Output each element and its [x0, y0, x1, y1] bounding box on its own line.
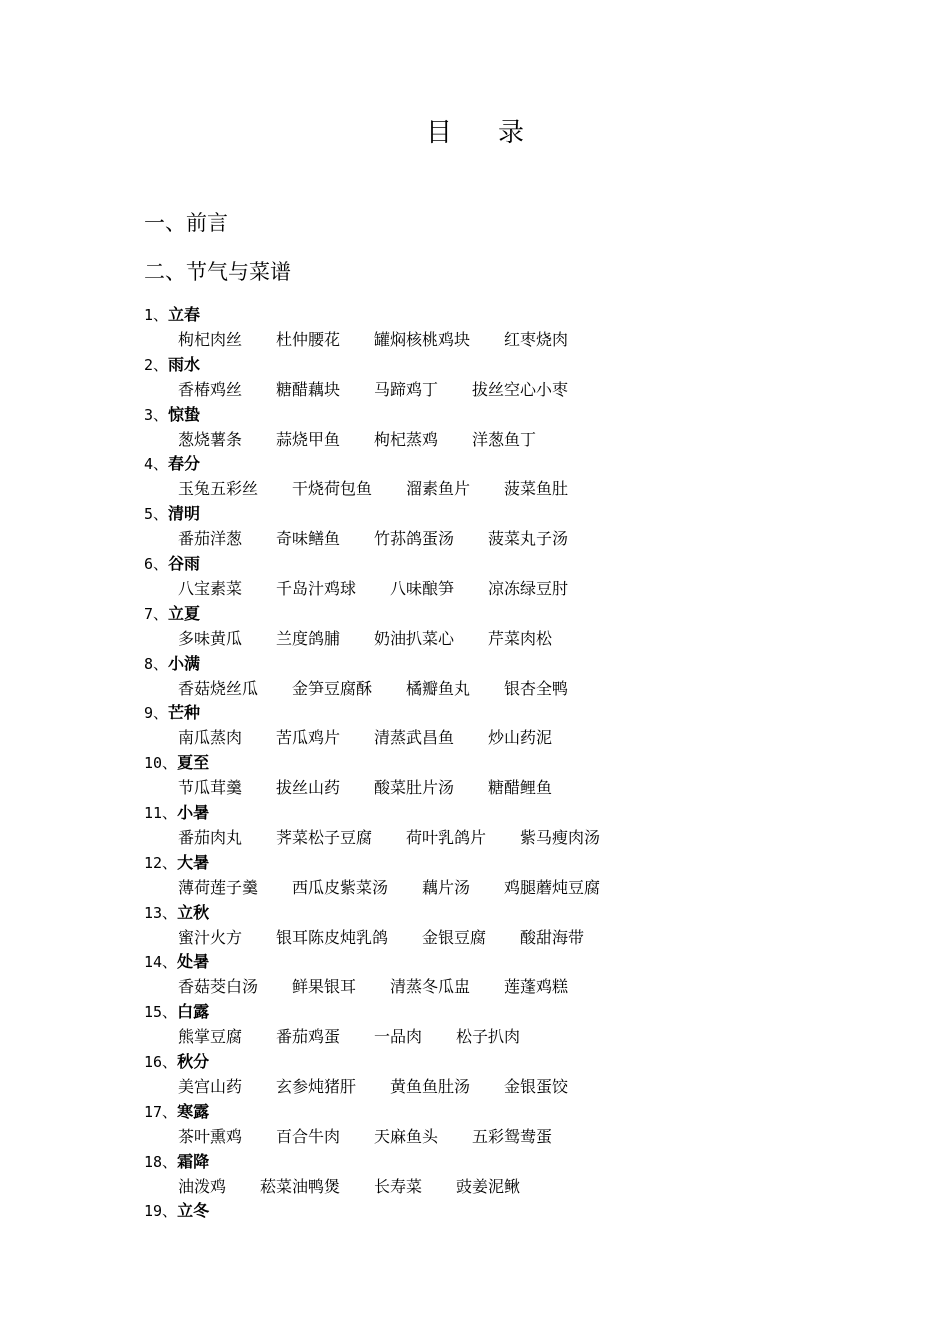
dish-name: 百合牛肉	[276, 1126, 341, 1146]
solar-term-heading	[144, 701, 864, 725]
dish-name: 莲蓬鸡糕	[504, 977, 569, 997]
dish-name: 熊掌豆腐	[178, 1027, 243, 1047]
dish-name: 蜜汁火方	[178, 927, 243, 947]
dish-name: 节瓜茸羹	[178, 778, 243, 798]
solar-term-name: 白露	[177, 1002, 210, 1022]
dish-name: 八味酿笋	[390, 578, 455, 598]
dish-name: 酸菜肚片汤	[374, 778, 455, 798]
entry-number: 2、	[144, 355, 169, 374]
solar-term-entry	[144, 1199, 864, 1249]
dish-name: 奇味鳝鱼	[276, 529, 341, 549]
dish-name: 香菇茭白汤	[178, 977, 259, 997]
dish-name: 玉兔五彩丝	[178, 479, 259, 499]
dish-list	[144, 576, 864, 602]
dish-name: 金笋豆腐酥	[292, 678, 373, 698]
dish-name: 松子扒肉	[456, 1027, 521, 1047]
solar-term-entry	[144, 452, 864, 502]
solar-term-name: 霜降	[177, 1151, 210, 1171]
solar-term-name: 雨水	[168, 354, 201, 374]
solar-term-name: 清明	[168, 504, 201, 524]
dish-name: 多味黄瓜	[178, 628, 243, 648]
entry-number: 4、	[144, 455, 169, 474]
dish-name: 炒山药泥	[488, 728, 553, 748]
dish-list	[144, 875, 864, 901]
solar-term-heading	[144, 403, 864, 427]
entry-number: 9、	[144, 704, 169, 723]
entry-number: 6、	[144, 554, 169, 573]
solar-term-entry	[144, 901, 864, 951]
solar-term-name: 谷雨	[168, 553, 201, 573]
dish-name: 酸甜海带	[520, 927, 585, 947]
dish-name: 银杏全鸭	[504, 678, 569, 698]
dish-list	[144, 725, 864, 751]
entry-number: 1、	[144, 306, 169, 324]
solar-term-heading	[144, 602, 864, 626]
solar-term-entry	[144, 353, 864, 403]
solar-term-name: 立冬	[177, 1201, 210, 1221]
solar-term-name: 春分	[168, 454, 201, 474]
entry-number: 3、	[144, 405, 169, 424]
solar-term-entry	[144, 502, 864, 552]
dish-list	[144, 676, 864, 702]
dish-name: 天麻鱼头	[374, 1126, 439, 1146]
solar-term-name: 小暑	[177, 802, 210, 822]
dish-list	[144, 974, 864, 1000]
solar-term-heading	[144, 652, 864, 676]
entry-number: 16、	[144, 1052, 178, 1071]
solar-term-entry	[144, 801, 864, 851]
solar-term-name: 小满	[168, 653, 201, 673]
solar-term-heading	[144, 901, 864, 925]
dish-name: 番茄洋葱	[178, 529, 243, 549]
dish-list	[144, 1074, 864, 1100]
solar-term-heading	[144, 851, 864, 875]
dish-name: 荠菜松子豆腐	[276, 827, 373, 847]
dish-name: 千岛汁鸡球	[276, 578, 357, 598]
dish-name: 豉姜泥鳅	[456, 1176, 521, 1196]
dish-name: 红枣烧肉	[504, 330, 569, 349]
solar-term-heading	[144, 1100, 864, 1124]
dish-name: 杜仲腰花	[276, 330, 341, 349]
dish-name: 番茄鸡蛋	[276, 1027, 341, 1047]
dish-name: 银耳陈皮炖乳鸽	[276, 927, 389, 947]
solar-term-name: 芒种	[168, 703, 201, 723]
solar-term-heading	[144, 353, 864, 377]
solar-term-heading	[144, 1150, 864, 1174]
dish-name: 枸杞肉丝	[178, 330, 243, 349]
dish-name: 黄鱼鱼肚汤	[390, 1076, 471, 1096]
dish-list	[144, 476, 864, 502]
solar-term-name: 大暑	[177, 852, 210, 872]
solar-term-heading	[144, 452, 864, 476]
entry-number: 14、	[144, 953, 178, 972]
dish-name: 奶油扒菜心	[374, 628, 455, 648]
solar-term-entry	[144, 652, 864, 702]
dish-name: 藕片汤	[422, 877, 471, 897]
dish-name: 橘瓣鱼丸	[406, 678, 471, 698]
solar-term-name: 立春	[168, 305, 201, 324]
dish-list	[144, 327, 864, 353]
dish-list	[144, 1124, 864, 1150]
dish-list	[144, 825, 864, 851]
solar-term-entry	[144, 1050, 864, 1100]
solar-term-entry	[144, 751, 864, 801]
solar-term-name: 寒露	[177, 1101, 210, 1121]
dish-name: 紫马瘦肉汤	[520, 827, 601, 847]
solar-term-heading	[144, 303, 864, 327]
solar-term-heading	[144, 1050, 864, 1074]
solar-term-heading	[144, 1199, 864, 1223]
entry-number: 15、	[144, 1003, 178, 1022]
entry-number: 7、	[144, 604, 169, 623]
dish-name: 糖醋鲤鱼	[488, 778, 553, 798]
dish-name: 拔丝空心小枣	[472, 379, 569, 399]
section-heading-solar-terms: 二、节气与菜谱	[144, 260, 291, 284]
dish-name: 拔丝山药	[276, 778, 341, 798]
dish-list	[144, 1174, 864, 1200]
page-title	[0, 116, 950, 150]
solar-term-list	[144, 303, 864, 1249]
dish-name: 长寿菜	[374, 1176, 423, 1196]
title-char-1: 目	[425, 118, 452, 148]
solar-term-entry	[144, 552, 864, 602]
dish-name: 八宝素菜	[178, 578, 243, 598]
solar-term-entry	[144, 1000, 864, 1050]
entry-number: 8、	[144, 654, 169, 673]
entry-number: 18、	[144, 1152, 178, 1171]
dish-name: 南瓜蒸肉	[178, 728, 243, 748]
solar-term-name: 处暑	[177, 952, 210, 972]
dish-name: 荷叶乳鸽片	[406, 827, 487, 847]
solar-term-heading	[144, 1000, 864, 1024]
solar-term-heading	[144, 751, 864, 775]
entry-number: 13、	[144, 903, 178, 922]
solar-term-heading	[144, 801, 864, 825]
solar-term-entry	[144, 403, 864, 453]
solar-term-name: 立夏	[168, 603, 201, 623]
dish-name: 竹荪鸽蛋汤	[374, 529, 455, 549]
dish-name: 茶叶熏鸡	[178, 1126, 243, 1146]
dish-name: 糖醋藕块	[276, 379, 341, 399]
dish-name: 番茄肉丸	[178, 827, 243, 847]
dish-name: 洋葱鱼丁	[472, 429, 537, 449]
solar-term-name: 夏至	[177, 753, 210, 773]
dish-name: 蒜烧甲鱼	[276, 429, 341, 449]
dish-name: 凉冻绿豆肘	[488, 578, 569, 598]
dish-name: 葱烧薯条	[178, 429, 243, 449]
solar-term-name: 惊蛰	[168, 404, 201, 424]
dish-name: 金银豆腐	[422, 927, 487, 947]
dish-name: 枸杞蒸鸡	[374, 429, 439, 449]
dish-name: 菠菜丸子汤	[488, 529, 569, 549]
solar-term-heading	[144, 950, 864, 974]
title-char-2: 录	[498, 118, 525, 148]
dish-list	[144, 775, 864, 801]
dish-list	[144, 526, 864, 552]
dish-name: 马蹄鸡丁	[374, 379, 439, 399]
dish-name: 薄荷莲子羹	[178, 877, 259, 897]
dish-list	[144, 427, 864, 453]
solar-term-entry	[144, 1150, 864, 1200]
dish-name: 清蒸冬瓜盅	[390, 977, 471, 997]
solar-term-name: 秋分	[177, 1051, 210, 1071]
entry-number: 10、	[144, 754, 178, 773]
dish-name: 菠菜鱼肚	[504, 479, 569, 499]
dish-name: 菘菜油鸭煲	[260, 1176, 341, 1196]
dish-name: 清蒸武昌鱼	[374, 728, 455, 748]
dish-name: 油泼鸡	[178, 1176, 227, 1196]
entry-number: 5、	[144, 505, 169, 524]
dish-name: 罐焖核桃鸡块	[374, 330, 471, 349]
dish-name: 西瓜皮紫菜汤	[292, 877, 389, 897]
dish-name: 鸡腿蘑炖豆腐	[504, 877, 601, 897]
dish-name: 鲜果银耳	[292, 977, 357, 997]
dish-name: 芹菜肉松	[488, 628, 553, 648]
entry-number: 11、	[144, 803, 178, 822]
dish-name: 香椿鸡丝	[178, 379, 243, 399]
solar-term-entry	[144, 303, 864, 353]
solar-term-entry	[144, 1100, 864, 1150]
solar-term-entry	[144, 851, 864, 901]
solar-term-name: 立秋	[177, 902, 210, 922]
entry-number: 12、	[144, 853, 178, 872]
solar-term-entry	[144, 950, 864, 1000]
dish-list	[144, 377, 864, 403]
solar-term-entry	[144, 701, 864, 751]
dish-name: 美宫山药	[178, 1076, 243, 1096]
dish-list	[144, 925, 864, 951]
dish-name: 玄参炖猪肝	[276, 1076, 357, 1096]
dish-name: 干烧荷包鱼	[292, 479, 373, 499]
section-heading-preface: 一、前言	[144, 211, 228, 235]
entry-number: 19、	[144, 1202, 178, 1221]
dish-name: 一品肉	[374, 1027, 423, 1047]
dish-name: 溜素鱼片	[406, 479, 471, 499]
dish-list	[144, 626, 864, 652]
solar-term-heading	[144, 552, 864, 576]
dish-name: 五彩鸳鸯蛋	[472, 1126, 553, 1146]
dish-name: 金银蛋饺	[504, 1076, 569, 1096]
dish-name: 兰度鸽脯	[276, 628, 341, 648]
solar-term-entry	[144, 602, 864, 652]
solar-term-heading	[144, 502, 864, 526]
dish-name: 苦瓜鸡片	[276, 728, 341, 748]
dish-name: 香菇烧丝瓜	[178, 678, 259, 698]
entry-number: 17、	[144, 1102, 178, 1121]
dish-list	[144, 1024, 864, 1050]
